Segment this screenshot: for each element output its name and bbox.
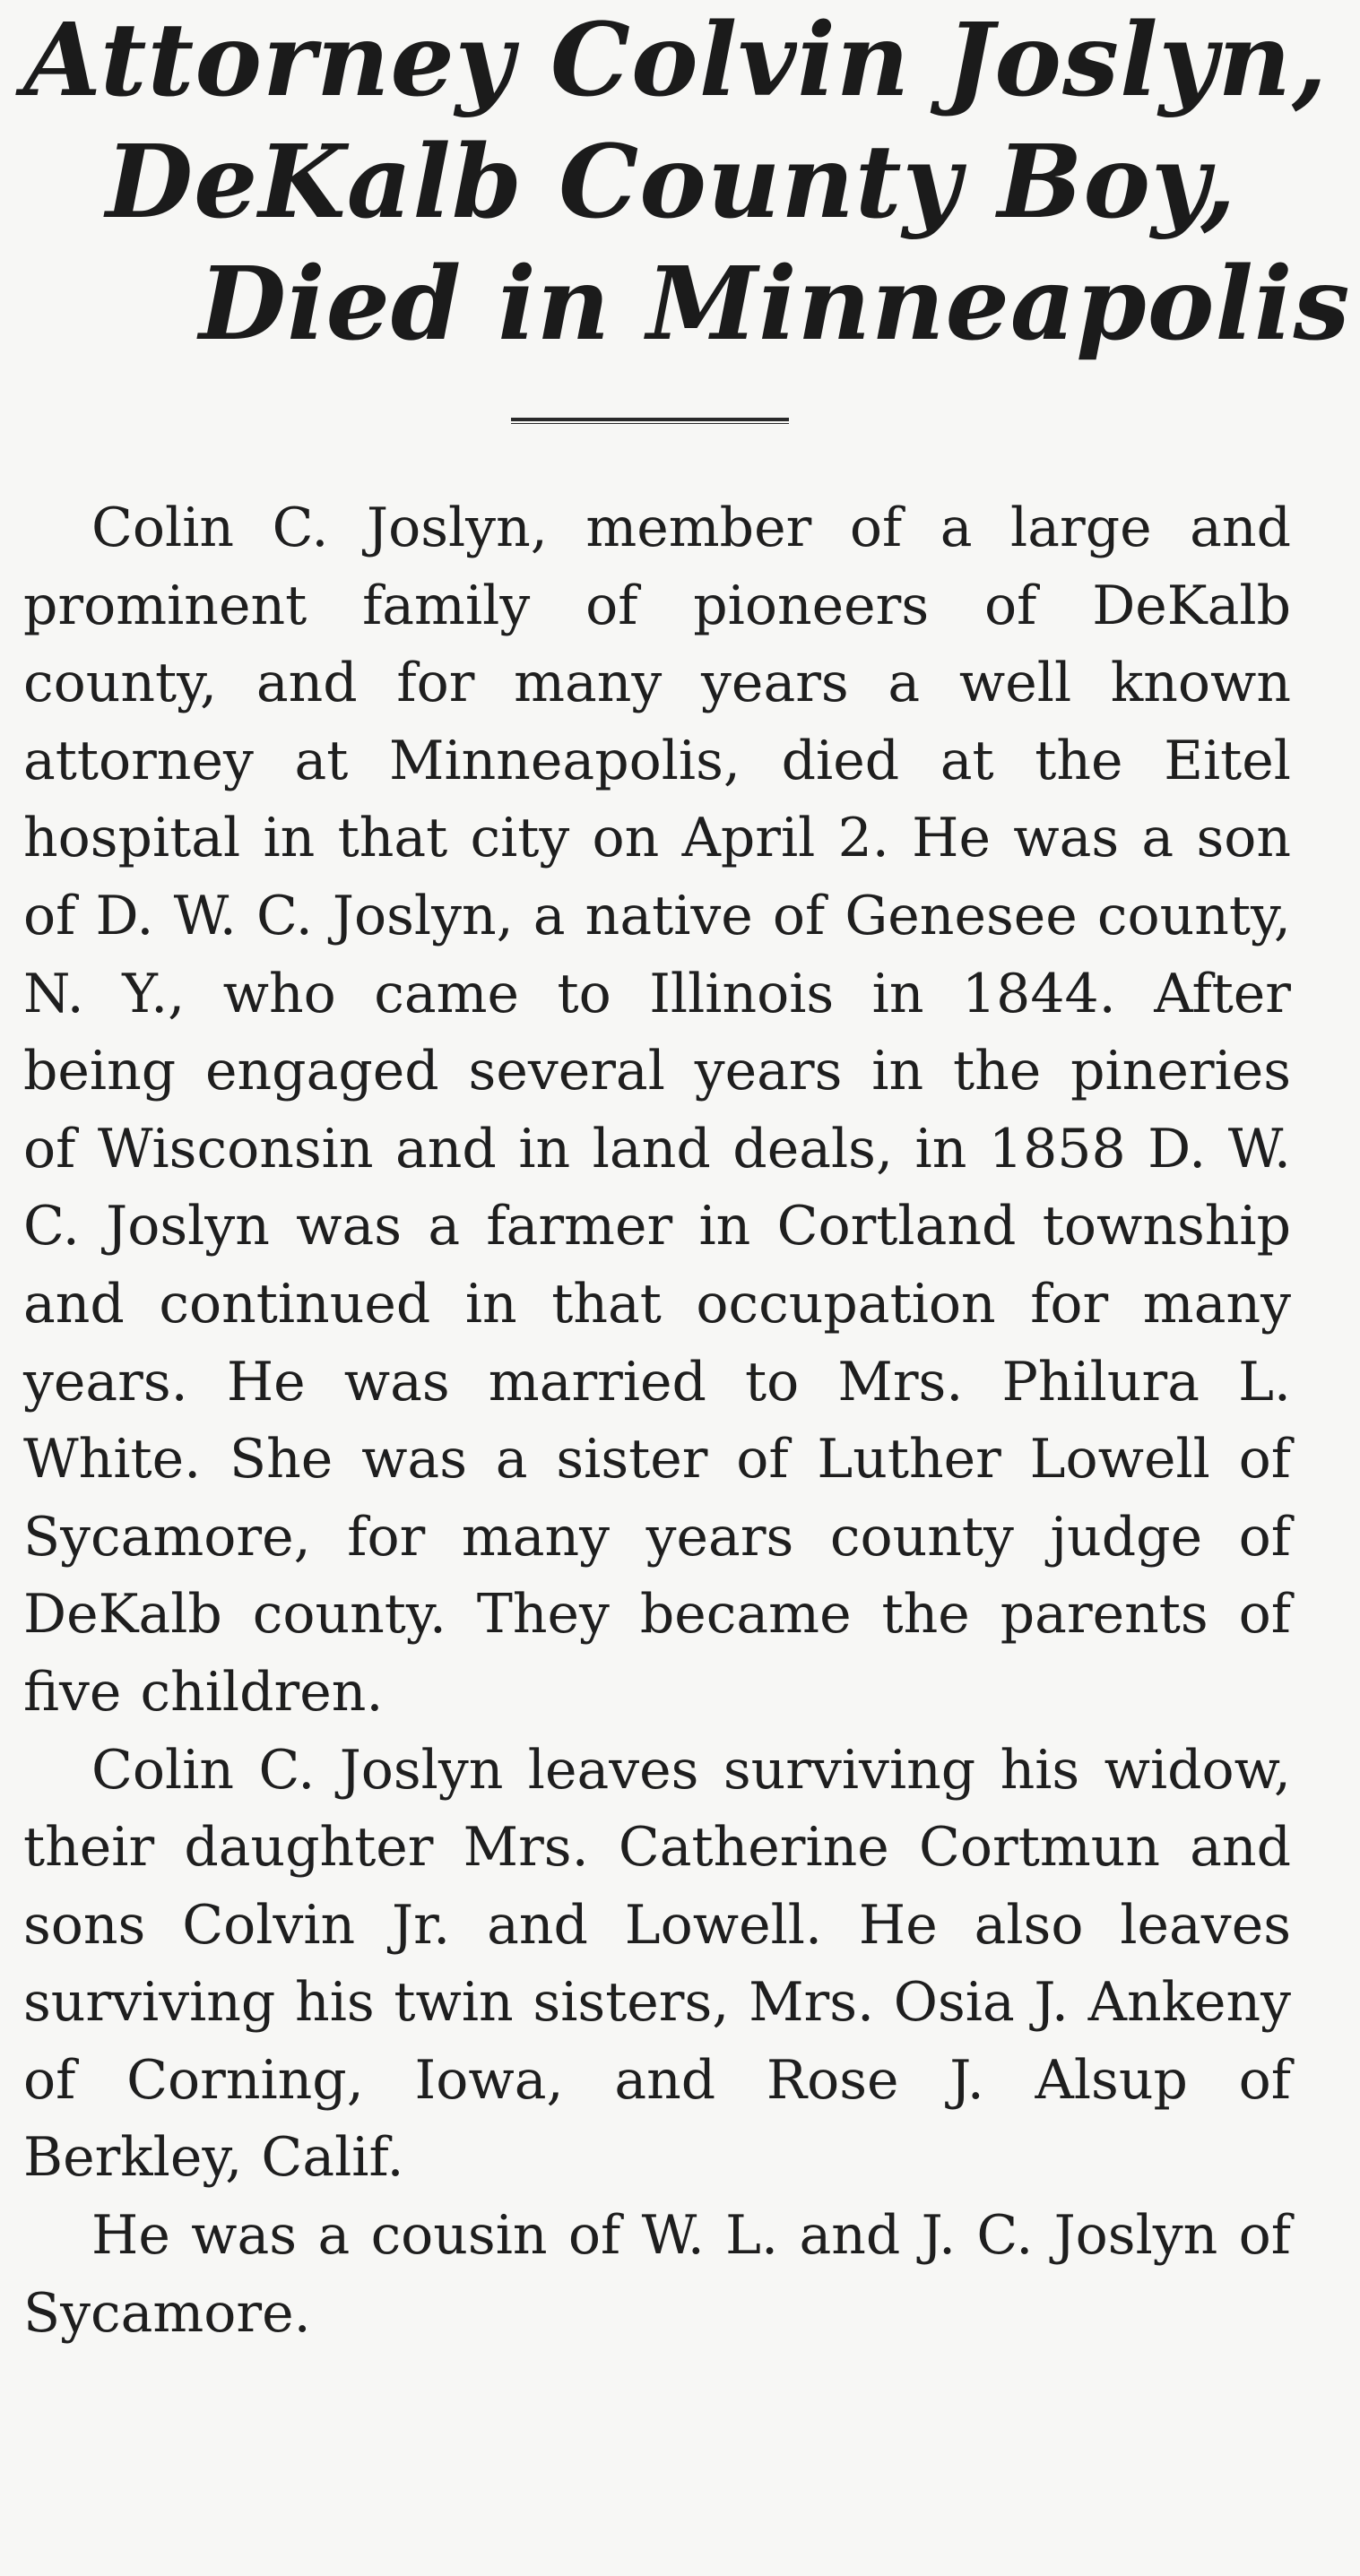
article-body bbox=[23, 489, 1291, 2352]
article-paragraph-2: Colin C. Joslyn leaves surviving his widow, their daughter Mrs. Catherine Cortmun and sons Colvin Jr. and Lowell. He also leaves surviving his twin sisters, Mrs. Osia J. Ankeny of Corning, Iowa, and Rose J. Alsup of Berkley, Calif. bbox=[23, 1738, 1291, 2190]
headline-line-1: Attorney Colvin Joslyn, bbox=[23, 2, 1329, 119]
headline-divider bbox=[511, 418, 789, 424]
article-paragraph-3: He was a cousin of W. L. and J. C. Joslyn of Sycamore. bbox=[23, 2204, 1291, 2345]
article-paragraph-1: Colin C. Joslyn, member of a large and prominent family of pioneers of DeKalb county, and for many years a well known attorney at Minneapolis, died at the Eitel hospital in that city on April 2. He was a son of D. W. C. Joslyn, a native of Genesee county, N. Y., who came to Illinois in 1844. After being engaged several years in the pineries of Wisconsin and in land deals, in 1858 D. W. C. Joslyn was a farmer in Cortland township and continued in that occupation for many years. He was married to Mrs. Philura L. White. She was a sister of Luther Lowell of Sycamore, for many years county judge of DeKalb county. They became the parents of five children. bbox=[23, 497, 1291, 1724]
headline bbox=[23, 0, 1351, 366]
headline-line-2: DeKalb County Boy, bbox=[106, 124, 1237, 241]
headline-line-3: Died in Minneapolis bbox=[199, 246, 1351, 363]
